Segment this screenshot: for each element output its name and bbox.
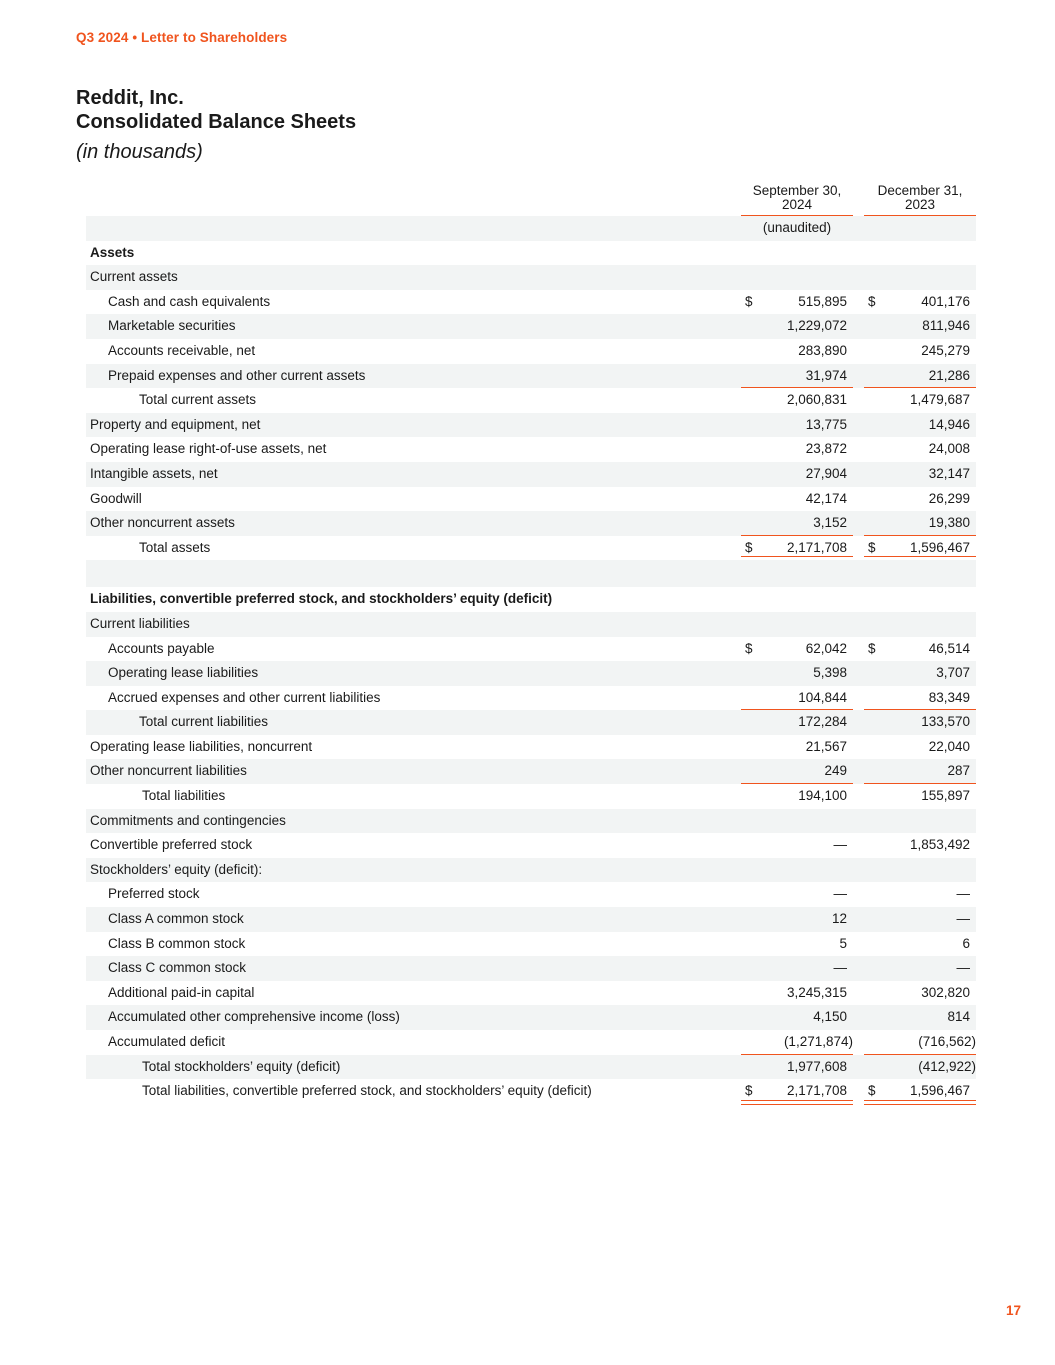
value: 13,775 — [805, 416, 847, 432]
value-cell-2024 — [741, 388, 853, 413]
value-cell-2024 — [741, 364, 853, 389]
value-cell-2023 — [864, 487, 976, 512]
row-label: Cash and cash equivalents — [108, 293, 271, 309]
value-cell-2023 — [864, 710, 976, 735]
row-label: Other noncurrent assets — [90, 515, 235, 531]
value: 2,060,831 — [786, 392, 847, 408]
table-row — [86, 437, 976, 462]
row-label: Property and equipment, net — [90, 416, 261, 432]
value-cell-2024 — [741, 1055, 853, 1080]
value: 283,890 — [798, 342, 847, 358]
value-cell-2024 — [741, 637, 853, 662]
value-cell-2023 — [864, 290, 976, 315]
value: 1,977,608 — [786, 1058, 847, 1074]
table-row — [86, 511, 976, 536]
table-row — [86, 290, 976, 315]
value: 2,171,708 — [786, 539, 847, 555]
total-assets-row — [86, 536, 976, 561]
value-cell-2024 — [741, 314, 853, 339]
value: (412,922) — [918, 1058, 976, 1074]
value-cell-2024 — [741, 1030, 853, 1055]
value: 155,897 — [921, 788, 970, 804]
value-cell-2023 — [864, 735, 976, 760]
value: 22,040 — [928, 738, 970, 754]
grand-total-row — [86, 1079, 976, 1104]
value-cell-2024 — [741, 686, 853, 711]
total-liabilities-row — [86, 784, 976, 809]
row-label: Current liabilities — [90, 615, 190, 631]
dollar-sign: $ — [868, 293, 876, 309]
row-label: Total stockholders’ equity (deficit) — [142, 1058, 341, 1074]
row-label: Class B common stock — [108, 935, 246, 951]
value: 172,284 — [798, 714, 847, 730]
company-name: Reddit, Inc. — [76, 87, 184, 109]
value: 32,147 — [928, 465, 970, 481]
value-cell-2023 — [864, 882, 976, 907]
value: 26,299 — [928, 490, 970, 506]
row-label: Accrued expenses and other current liabilities — [108, 689, 381, 705]
column-header-line: September 30, — [752, 183, 842, 198]
table-row — [86, 833, 976, 858]
table-row — [86, 809, 976, 834]
row-label: Goodwill — [90, 490, 142, 506]
unaudited-label: (unaudited) — [762, 220, 832, 235]
row-label: Marketable securities — [108, 318, 236, 334]
value: 515,895 — [798, 293, 847, 309]
value: 401,176 — [921, 293, 970, 309]
value: 14,946 — [928, 416, 970, 432]
value: — — [833, 886, 847, 902]
row-label: Accounts receivable, net — [108, 342, 256, 358]
value-cell-2024 — [741, 661, 853, 686]
value: 19,380 — [928, 515, 970, 531]
table-row — [86, 735, 976, 760]
column-header-sep-2024 — [741, 184, 853, 212]
value: 3,245,315 — [786, 984, 847, 1000]
value: 46,514 — [928, 640, 970, 656]
value: 27,904 — [805, 465, 847, 481]
value: 302,820 — [921, 984, 970, 1000]
value: 245,279 — [921, 342, 970, 358]
value: 31,974 — [805, 367, 847, 383]
table-row — [86, 487, 976, 512]
subtotal-row — [86, 388, 976, 413]
dollar-sign: $ — [745, 640, 753, 656]
column-header-line: December 31, — [877, 183, 963, 198]
value: 4,150 — [813, 1009, 847, 1025]
value: 1,596,467 — [909, 539, 970, 555]
value: 6 — [962, 935, 970, 951]
value-cell-2023 — [864, 364, 976, 389]
value-cell-2024 — [741, 339, 853, 364]
value-cell-2024 — [741, 536, 853, 561]
row-label: Additional paid-in capital — [108, 984, 255, 1000]
row-label: Accounts payable — [108, 640, 215, 656]
value-cell-2023 — [864, 536, 976, 561]
value-cell-2024 — [741, 784, 853, 809]
unaudited-cell — [741, 216, 853, 241]
value-cell-2023 — [864, 314, 976, 339]
row-label: Accumulated deficit — [108, 1034, 226, 1049]
row-label: Total assets — [139, 539, 211, 555]
row-label: Total liabilities — [142, 788, 226, 804]
table-row — [86, 686, 976, 711]
value-cell-2023 — [864, 1055, 976, 1080]
page-number: 17 — [1005, 1303, 1021, 1318]
value: 287 — [947, 763, 970, 779]
value: 42,174 — [805, 490, 847, 506]
column-header-year: 2024 — [781, 197, 813, 212]
dollar-sign: $ — [868, 539, 876, 555]
row-label: Total liabilities, convertible preferred stock, and stockholders’ equity (deficit) — [142, 1083, 592, 1099]
value-cell-2024 — [741, 932, 853, 957]
value-cell-2023 — [864, 981, 976, 1006]
value-cell-2023 — [864, 833, 976, 858]
value: — — [833, 837, 847, 853]
row-label: Total current liabilities — [139, 714, 269, 730]
balance-sheet-table — [86, 216, 976, 1104]
value-cell-2023 — [864, 759, 976, 784]
value-cell-2023 — [864, 437, 976, 462]
row-label: Convertible preferred stock — [90, 837, 253, 853]
value-cell-2023 — [864, 388, 976, 413]
value: 3,707 — [936, 665, 970, 681]
value-cell-2024 — [741, 882, 853, 907]
column-header-year: 2023 — [904, 197, 936, 212]
value: — — [956, 886, 970, 902]
value-cell-2024 — [741, 710, 853, 735]
subtotal-row — [86, 1055, 976, 1080]
value-cell-2023 — [864, 784, 976, 809]
unaudited-row — [86, 216, 976, 241]
value: 811,946 — [922, 318, 970, 334]
row-label: Current assets — [90, 269, 178, 285]
value-cell-2023 — [864, 1079, 976, 1104]
value: 23,872 — [805, 441, 847, 457]
value-cell-2024 — [741, 437, 853, 462]
value-cell-2023 — [864, 932, 976, 957]
section-heading-assets — [86, 241, 976, 266]
value: 1,229,072 — [786, 318, 847, 334]
table-row — [86, 413, 976, 438]
row-label: Other noncurrent liabilities — [90, 763, 247, 779]
value: (716,562) — [918, 1034, 976, 1049]
value-cell-2023 — [864, 339, 976, 364]
row-label: Assets — [90, 244, 135, 260]
table-row — [86, 1005, 976, 1030]
value: 21,567 — [805, 738, 847, 754]
value-cell-2023 — [864, 462, 976, 487]
row-label: Class A common stock — [108, 911, 244, 927]
row-label: Operating lease liabilities — [108, 665, 259, 681]
value: — — [956, 960, 970, 976]
spacer-row — [86, 560, 976, 587]
value-cell-2024 — [741, 907, 853, 932]
value: 133,570 — [921, 714, 970, 730]
row-label: Operating lease liabilities, noncurrent — [90, 738, 313, 754]
value-cell-2023 — [864, 413, 976, 438]
table-row — [86, 981, 976, 1006]
table-row — [86, 339, 976, 364]
value: 24,008 — [928, 441, 970, 457]
value: (1,271,874) — [783, 1034, 853, 1049]
value: 21,286 — [928, 367, 970, 383]
dollar-sign: $ — [868, 1083, 876, 1099]
dollar-sign: $ — [745, 1083, 753, 1099]
row-label: Commitments and contingencies — [90, 812, 286, 828]
value-cell-2023 — [864, 1030, 976, 1055]
table-row — [86, 462, 976, 487]
value-cell-2024 — [741, 981, 853, 1006]
value: 1,596,467 — [909, 1083, 970, 1099]
row-label: Operating lease right-of-use assets, net — [90, 441, 327, 457]
row-label: Preferred stock — [108, 886, 200, 902]
value: — — [956, 911, 970, 927]
value: 194,100 — [798, 788, 847, 804]
value-cell-2024 — [741, 413, 853, 438]
table-row — [86, 1030, 976, 1055]
table-row — [86, 612, 976, 637]
table-row — [86, 661, 976, 686]
value-cell-2023 — [864, 686, 976, 711]
value-cell-2024 — [741, 290, 853, 315]
row-label: Total current assets — [139, 392, 257, 408]
value-cell-2024 — [741, 735, 853, 760]
value: 12 — [831, 911, 847, 927]
table-row — [86, 956, 976, 981]
table-row — [86, 314, 976, 339]
table-row — [86, 637, 976, 662]
value-cell-2024 — [741, 1005, 853, 1030]
value: 249 — [824, 763, 847, 779]
value: 5 — [839, 935, 847, 951]
document-header-tag: Q3 2024 • Letter to Shareholders — [76, 30, 288, 45]
value-cell-2024 — [741, 956, 853, 981]
table-row — [86, 265, 976, 290]
row-label: Class C common stock — [108, 960, 247, 976]
value: — — [833, 960, 847, 976]
value-cell-2023 — [864, 1005, 976, 1030]
value-cell-2023 — [864, 956, 976, 981]
table-row — [86, 759, 976, 784]
table-row — [86, 858, 976, 883]
value-cell-2024 — [741, 1079, 853, 1104]
table-row — [86, 907, 976, 932]
value-cell-2023 — [864, 661, 976, 686]
value: 83,349 — [928, 689, 970, 705]
units-note: (in thousands) — [76, 141, 203, 163]
value-cell-2023 — [864, 511, 976, 536]
value: 5,398 — [813, 665, 847, 681]
value-cell-2024 — [741, 487, 853, 512]
value: 1,853,492 — [909, 837, 970, 853]
section-heading-liabilities — [86, 587, 976, 612]
value: 3,152 — [813, 515, 847, 531]
value-cell-2024 — [741, 511, 853, 536]
dollar-sign: $ — [745, 293, 753, 309]
value: 104,844 — [798, 689, 847, 705]
row-label: Stockholders’ equity (deficit): — [90, 861, 263, 877]
value: 2,171,708 — [786, 1083, 847, 1099]
value-cell-2024 — [741, 462, 853, 487]
row-label: Liabilities, convertible preferred stock, and stockholders’ equity (deficit) — [90, 591, 553, 607]
table-row — [86, 882, 976, 907]
value: 1,479,687 — [909, 392, 970, 408]
row-label: Accumulated other comprehensive income (loss) — [108, 1009, 400, 1025]
table-row — [86, 932, 976, 957]
value: 62,042 — [805, 640, 847, 656]
value-cell-2023 — [864, 907, 976, 932]
column-header-dec-2023 — [864, 184, 976, 212]
table-row — [86, 364, 976, 389]
subtotal-row — [86, 710, 976, 735]
value-cell-2024 — [741, 833, 853, 858]
row-label: Intangible assets, net — [90, 465, 218, 481]
value-cell-2024 — [741, 759, 853, 784]
statement-title: Consolidated Balance Sheets — [76, 111, 357, 133]
row-label: Prepaid expenses and other current assets — [108, 367, 366, 383]
dollar-sign: $ — [745, 539, 753, 555]
value-cell-2023 — [864, 637, 976, 662]
value: 814 — [947, 1009, 970, 1025]
dollar-sign: $ — [868, 640, 876, 656]
